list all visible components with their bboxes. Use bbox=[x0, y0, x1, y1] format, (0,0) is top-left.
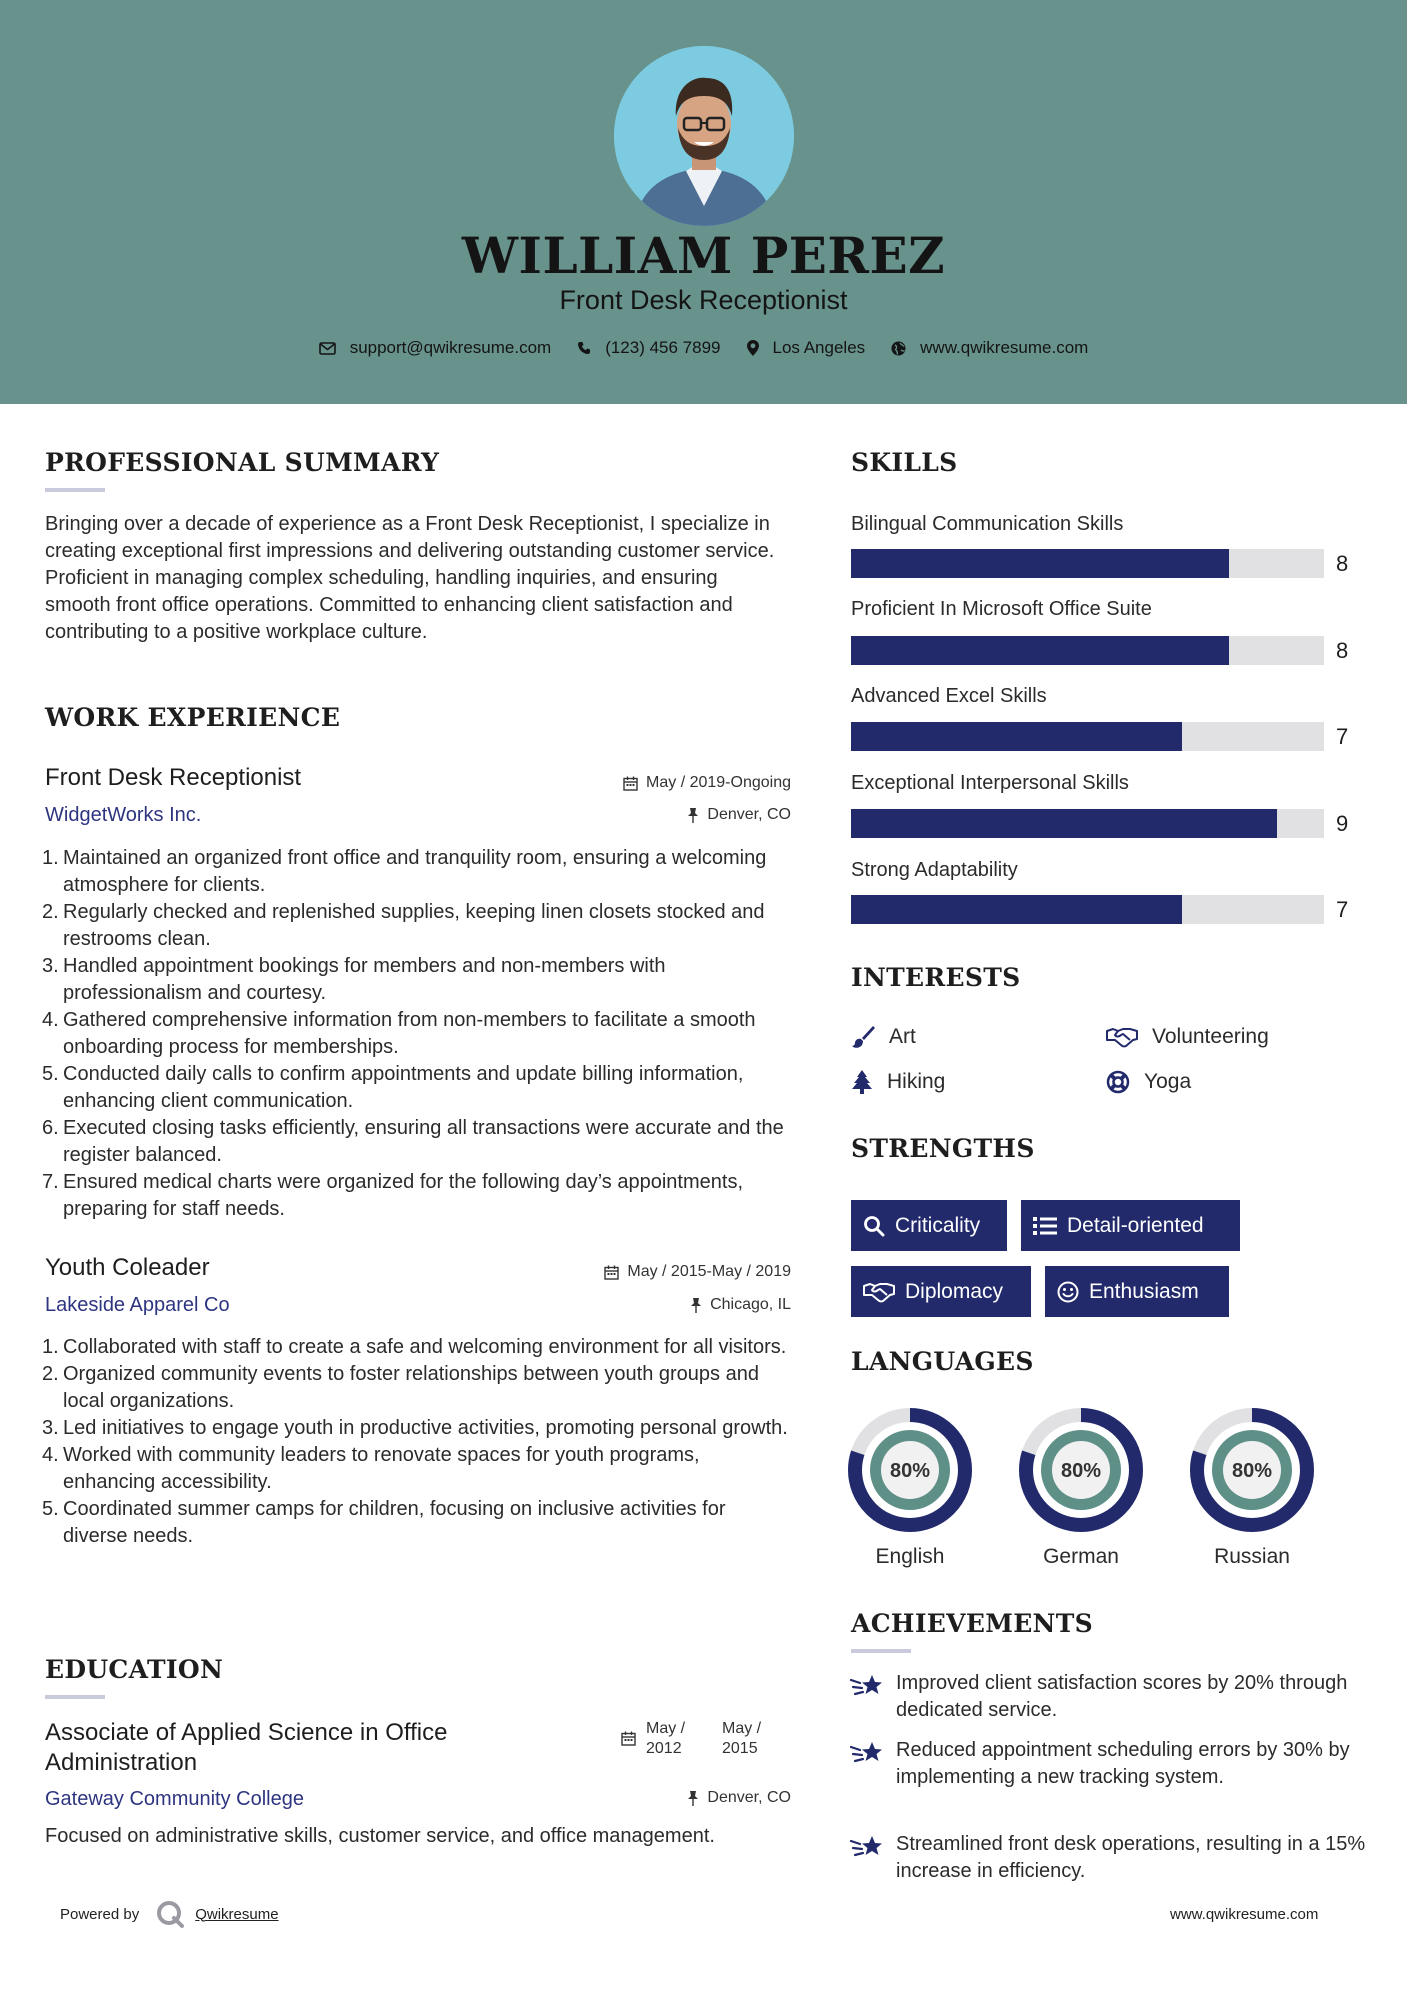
list-item: 7. Ensured medical charts were organized for the following day’s appointments, preparing for staff needs. bbox=[42, 1171, 743, 1220]
skill-bar-fill bbox=[851, 809, 1277, 838]
list-item: 3. Handled appointment bookings for members and non-members with professionalism and courtesy. bbox=[42, 955, 666, 1004]
achievement-item bbox=[850, 1737, 1370, 1791]
contact-phone[interactable] bbox=[577, 338, 720, 358]
website-text: www.qwikresume.com bbox=[920, 338, 1089, 357]
person-photo-icon bbox=[614, 46, 794, 226]
phone-icon bbox=[577, 341, 591, 355]
list-item: 3. Led initiatives to engage youth in productive activities, promoting personal growth. bbox=[42, 1417, 788, 1439]
interest-label: Art bbox=[889, 1025, 916, 1048]
strengths-heading: STRENGTHS bbox=[851, 1134, 1035, 1163]
skill-score-1: 8 bbox=[1336, 551, 1349, 576]
location-text: Los Angeles bbox=[772, 338, 866, 357]
skill-bar-fill bbox=[851, 722, 1182, 751]
achievements-underline bbox=[851, 1649, 911, 1653]
phone-text: (123) 456 7899 bbox=[605, 338, 721, 357]
skill-name-5: Strong Adaptability bbox=[851, 859, 1018, 881]
job-location-1 bbox=[540, 806, 791, 824]
skill-name-2: Proficient In Microsoft Office Suite bbox=[851, 598, 1152, 620]
education-location-text: Denver, CO bbox=[707, 1789, 791, 1806]
brand-link[interactable]: Qwikresume bbox=[195, 1905, 279, 1923]
handshake-icon bbox=[863, 1281, 895, 1303]
skill-score-5: 7 bbox=[1336, 897, 1349, 922]
calendar-icon bbox=[604, 1265, 619, 1280]
smile-icon bbox=[1057, 1281, 1079, 1303]
summary-heading: PROFESSIONAL SUMMARY bbox=[45, 448, 440, 477]
list-item: 2. Organized community events to foster relationships between youth groups and local organizations. bbox=[42, 1363, 759, 1412]
list-item: 5. Coordinated summer camps for children, focusing on inclusive activities for diverse needs. bbox=[42, 1498, 726, 1547]
job-location-text-1: Denver, CO bbox=[707, 806, 791, 823]
email-text: support@qwikresume.com bbox=[349, 338, 552, 357]
shooting-star-icon bbox=[850, 1739, 884, 1767]
strength-label: Enthusiasm bbox=[1089, 1279, 1199, 1303]
job-dates-1 bbox=[540, 774, 791, 792]
education-heading: EDUCATION bbox=[45, 1655, 224, 1684]
list-item: 5. Conducted daily calls to confirm appointments and update billing information, enhancing client communication. bbox=[42, 1063, 744, 1112]
interest-art bbox=[851, 1025, 916, 1049]
education-start-date: May / 2012 bbox=[646, 1720, 686, 1757]
strength-detail-oriented bbox=[1021, 1200, 1240, 1251]
job-dates-2 bbox=[540, 1263, 791, 1281]
handshake-icon bbox=[1106, 1026, 1138, 1048]
language-ring-german bbox=[1019, 1408, 1143, 1532]
skill-name-4: Exceptional Interpersonal Skills bbox=[851, 772, 1129, 794]
job-dates-text-2: May / 2015-May / 2019 bbox=[627, 1263, 791, 1280]
language-ring-english bbox=[848, 1408, 972, 1532]
skill-bar-fill bbox=[851, 895, 1182, 924]
skill-name-3: Advanced Excel Skills bbox=[851, 685, 1047, 707]
skill-bar-fill bbox=[851, 636, 1229, 665]
candidate-name: WILLIAM PEREZ bbox=[461, 226, 946, 285]
skill-bar-5 bbox=[851, 895, 1324, 924]
company-name-2: Lakeside Apparel Co bbox=[45, 1294, 230, 1316]
shooting-star-icon bbox=[850, 1833, 884, 1861]
list-item: 4. Gathered comprehensive information from non-members to facilitate a smooth onboarding process for memberships. bbox=[42, 1009, 756, 1058]
skill-bar-fill bbox=[851, 549, 1229, 578]
contact-location bbox=[747, 338, 866, 358]
skill-score-2: 8 bbox=[1336, 638, 1349, 663]
summary-text: Bringing over a decade of experience as a Front Desk Receptionist, I specialize in creating exceptional first impressions and delivering outstanding customer service. Proficient in managing complex scheduling, handling inquiries, and ensuring smooth front office operations. Committed to enhancing client satisfaction and contributing to a positive workplace culture. bbox=[45, 513, 775, 643]
school-name: Gateway Community College bbox=[45, 1788, 304, 1810]
interest-label: Volunteering bbox=[1152, 1025, 1269, 1048]
pushpin-icon bbox=[687, 808, 699, 823]
paint-brush-icon bbox=[851, 1025, 875, 1049]
list-item: 1. Collaborated with staff to create a safe and welcoming environment for all visitors. bbox=[42, 1336, 787, 1358]
degree-name: Associate of Applied Science in Office Administration bbox=[45, 1719, 448, 1776]
skills-heading: SKILLS bbox=[851, 448, 958, 477]
interest-yoga bbox=[1106, 1070, 1191, 1094]
job-location-2 bbox=[540, 1296, 791, 1314]
strength-label: Diplomacy bbox=[905, 1279, 1004, 1303]
profile-photo bbox=[614, 46, 794, 226]
calendar-icon bbox=[621, 1731, 636, 1746]
contact-website[interactable] bbox=[891, 338, 1088, 358]
contact-bar bbox=[0, 338, 1407, 358]
envelope-icon bbox=[319, 342, 336, 355]
language-percent: 80% bbox=[1231, 1460, 1273, 1482]
education-underline bbox=[45, 1695, 105, 1699]
powered-by-label: Powered by bbox=[60, 1905, 140, 1923]
shooting-star-icon bbox=[850, 1672, 884, 1700]
job-duties-2 bbox=[42, 1334, 795, 1550]
life-ring-icon bbox=[1106, 1070, 1130, 1094]
language-percent: 80% bbox=[1060, 1460, 1102, 1482]
list-item: 1. Maintained an organized front office and tranquility room, ensuring a welcoming atmosphere for clients. bbox=[42, 847, 767, 896]
skill-bar-4 bbox=[851, 809, 1324, 838]
interest-volunteering bbox=[1106, 1025, 1269, 1049]
interest-hiking bbox=[851, 1070, 945, 1094]
language-name: English bbox=[875, 1545, 945, 1568]
skill-bar-1 bbox=[851, 549, 1324, 578]
achievements-heading: ACHIEVEMENTS bbox=[851, 1609, 1093, 1638]
pushpin-icon bbox=[690, 1298, 702, 1313]
language-ring-russian bbox=[1190, 1408, 1314, 1532]
calendar-icon bbox=[623, 776, 638, 791]
strength-enthusiasm bbox=[1045, 1266, 1229, 1317]
pushpin-icon bbox=[687, 1791, 699, 1806]
list-item: 2. Regularly checked and replenished supplies, keeping linen closets stocked and restrooms clean. bbox=[42, 901, 765, 950]
list-icon bbox=[1033, 1216, 1057, 1236]
map-marker-icon bbox=[747, 340, 759, 356]
contact-email[interactable] bbox=[319, 338, 552, 358]
achievement-text: Streamlined front desk operations, resulting in a 15% increase in efficiency. bbox=[896, 1833, 1366, 1882]
job-dates-text-1: May / 2019-Ongoing bbox=[646, 774, 791, 791]
resume-header bbox=[0, 0, 1407, 404]
achievement-text: Reduced appointment scheduling errors by 30% by implementing a new tracking system. bbox=[896, 1739, 1350, 1788]
strength-criticality bbox=[851, 1200, 1007, 1251]
summary-underline bbox=[45, 488, 105, 492]
candidate-title: Front Desk Receptionist bbox=[559, 285, 848, 315]
interest-label: Yoga bbox=[1144, 1070, 1192, 1093]
powered-by bbox=[60, 1899, 279, 1929]
globe-icon bbox=[891, 341, 906, 356]
search-icon bbox=[863, 1215, 885, 1237]
qwikresume-logo-icon bbox=[155, 1899, 185, 1929]
interests-heading: INTERESTS bbox=[851, 963, 1021, 992]
achievement-item bbox=[850, 1831, 1370, 1885]
skill-score-4: 9 bbox=[1336, 811, 1349, 836]
job-location-text-2: Chicago, IL bbox=[710, 1296, 791, 1313]
list-item: 6. Executed closing tasks efficiently, ensuring all transactions were accurate and the register balanced. bbox=[42, 1117, 784, 1166]
skill-bar-2 bbox=[851, 636, 1324, 665]
strength-label: Criticality bbox=[895, 1213, 981, 1237]
skill-score-3: 7 bbox=[1336, 724, 1349, 749]
achievement-item bbox=[850, 1670, 1370, 1724]
education-end-date: May / 2015 bbox=[722, 1720, 762, 1757]
strength-label: Detail-oriented bbox=[1067, 1213, 1204, 1237]
interest-label: Hiking bbox=[887, 1070, 946, 1093]
job-duties-1 bbox=[42, 845, 795, 1223]
education-description: Focused on administrative skills, customer service, and office management. bbox=[45, 1825, 715, 1847]
tree-icon bbox=[851, 1070, 873, 1094]
languages-heading: LANGUAGES bbox=[851, 1347, 1034, 1376]
skill-bar-3 bbox=[851, 722, 1324, 751]
skill-name-1: Bilingual Communication Skills bbox=[851, 513, 1124, 535]
education-location bbox=[540, 1789, 791, 1807]
job-title-2: Youth Coleader bbox=[45, 1254, 210, 1281]
footer-website[interactable]: www.qwikresume.com bbox=[1170, 1906, 1319, 1923]
achievement-text: Improved client satisfaction scores by 20% through dedicated service. bbox=[896, 1672, 1348, 1721]
experience-heading: WORK EXPERIENCE bbox=[45, 703, 341, 732]
strength-diplomacy bbox=[851, 1266, 1031, 1317]
list-item: 4. Worked with community leaders to renovate spaces for youth programs, enhancing accessibility. bbox=[42, 1444, 700, 1493]
job-title-1: Front Desk Receptionist bbox=[45, 764, 302, 791]
language-percent: 80% bbox=[889, 1460, 931, 1482]
company-name-1: WidgetWorks Inc. bbox=[45, 804, 202, 826]
language-name: German bbox=[1043, 1545, 1119, 1568]
language-name: Russian bbox=[1214, 1545, 1290, 1568]
